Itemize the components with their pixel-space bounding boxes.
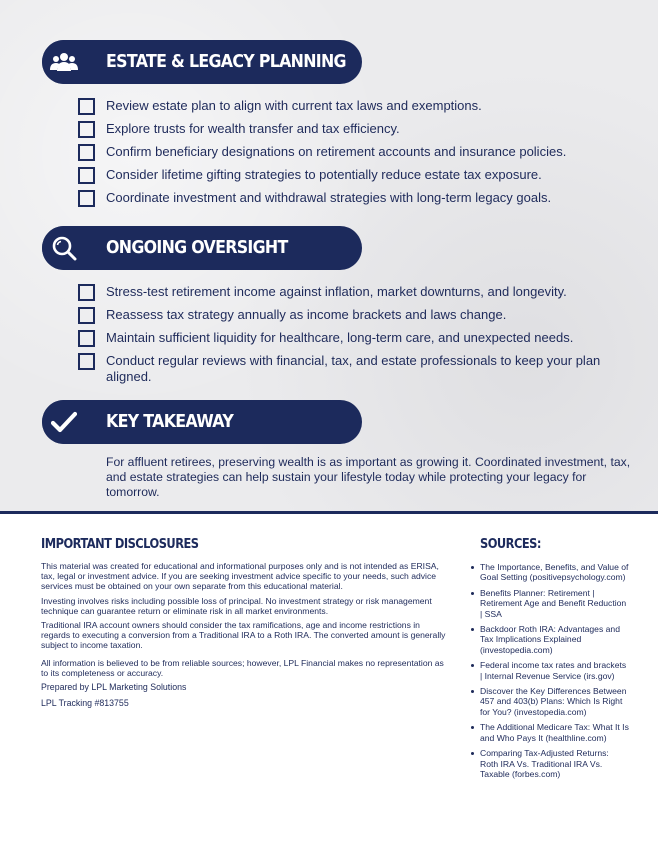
checklist-item-text: Consider lifetime gifting strategies to potentially reduce estate tax exposure. bbox=[106, 167, 542, 182]
source-item: The Importance, Benefits, and Value of Goal Setting (positivepsychology.com) bbox=[469, 562, 629, 583]
oversight-section-title: ONGOING OVERSIGHT bbox=[106, 237, 288, 258]
oversight-icon-badge bbox=[42, 226, 86, 270]
source-item: Backdoor Roth IRA: Advantages and Tax Implications Explained (investopedia.com) bbox=[469, 624, 629, 655]
checkbox[interactable] bbox=[78, 284, 95, 301]
checkbox[interactable] bbox=[78, 190, 95, 207]
tracking-number: LPL Tracking #813755 bbox=[41, 698, 129, 709]
source-item: Discover the Key Differences Between 457 and 403(b) Plans: Which Is Right for You? (investopedia.com) bbox=[469, 686, 629, 717]
estate-icon-badge bbox=[42, 40, 86, 84]
checkbox[interactable] bbox=[78, 307, 95, 324]
checkbox[interactable] bbox=[78, 330, 95, 347]
disclosure-paragraph: This material was created for educational and informational purposes only and is not intended as ERISA, tax, legal or investment advice. If you are seeking investment advice specific to your needs, such advice services must be obtained on your own separate from this educational material. bbox=[41, 561, 439, 592]
checklist-item bbox=[78, 284, 618, 301]
takeaway-text: For affluent retirees, preserving wealth is as important as growing it. Coordinated investment, tax, and estate strategies can help sustain your lifestyle today while protecting your legacy for tomorrow. bbox=[106, 455, 631, 499]
checklist-item bbox=[78, 98, 618, 115]
oversight-section-header bbox=[42, 226, 362, 270]
checkmark-icon bbox=[51, 411, 77, 433]
checklist-item bbox=[78, 307, 618, 324]
takeaway-icon-badge bbox=[42, 400, 86, 444]
people-icon bbox=[50, 51, 78, 73]
disclosure-paragraph: Traditional IRA account owners should consider the tax ramifications, age and income restrictions in regards to executing a conversion from a Traditional IRA to a Roth IRA. The converted amount is generally subject to income taxation. bbox=[41, 620, 446, 651]
oversight-checklist bbox=[78, 284, 618, 391]
takeaway-section-title: KEY TAKEAWAY bbox=[106, 411, 234, 432]
disclosures-title: IMPORTANT DISCLOSURES bbox=[41, 537, 199, 552]
sources-title: SOURCES: bbox=[480, 537, 541, 552]
checklist-item bbox=[78, 167, 618, 184]
checklist-item bbox=[78, 330, 618, 347]
checklist-item bbox=[78, 190, 618, 207]
checklist-item-text: Conduct regular reviews with financial, tax, and estate professionals to keep your plan aligned. bbox=[106, 353, 601, 384]
estate-section-title: ESTATE & LEGACY PLANNING bbox=[106, 51, 346, 72]
disclosures-body bbox=[41, 561, 446, 714]
checklist-item-text: Review estate plan to align with current tax laws and exemptions. bbox=[106, 98, 482, 113]
checklist-item bbox=[78, 353, 618, 385]
sources-list bbox=[469, 562, 629, 784]
checklist-item-text: Coordinate investment and withdrawal strategies with long-term legacy goals. bbox=[106, 190, 552, 205]
magnifier-icon bbox=[51, 235, 77, 261]
source-item: Comparing Tax-Adjusted Returns: Roth IRA Vs. Traditional IRA Vs. Taxable (forbes.com) bbox=[469, 748, 629, 779]
estate-checklist bbox=[78, 98, 618, 213]
checklist-item-text: Reassess tax strategy annually as income brackets and laws change. bbox=[106, 307, 507, 322]
checklist-item-text: Maintain sufficient liquidity for healthcare, long-term care, and unexpected needs. bbox=[106, 330, 574, 345]
checkbox[interactable] bbox=[78, 98, 95, 115]
checkbox[interactable] bbox=[78, 353, 95, 370]
estate-section-header bbox=[42, 40, 362, 84]
checkbox[interactable] bbox=[78, 144, 95, 161]
checkbox[interactable] bbox=[78, 167, 95, 184]
source-item: Benefits Planner: Retirement | Retirement Age and Benefit Reduction | SSA bbox=[469, 588, 629, 619]
source-item: The Additional Medicare Tax: What It Is and Who Pays It (healthline.com) bbox=[469, 722, 629, 743]
takeaway-section-header bbox=[42, 400, 362, 444]
prepared-by: Prepared by LPL Marketing Solutions bbox=[41, 682, 187, 693]
disclosure-paragraph: Investing involves risks including possible loss of principal. No investment strategy or risk management technique can guarantee return or eliminate risk in all market environments. bbox=[41, 595, 432, 616]
checkbox[interactable] bbox=[78, 121, 95, 138]
checklist-item-text: Confirm beneficiary designations on retirement accounts and insurance policies. bbox=[106, 144, 567, 159]
checklist-item-text: Explore trusts for wealth transfer and tax efficiency. bbox=[106, 121, 400, 136]
checklist-item bbox=[78, 121, 618, 138]
checklist-item bbox=[78, 144, 618, 161]
source-item: Federal income tax rates and brackets | Internal Revenue Service (irs.gov) bbox=[469, 660, 629, 681]
checklist-item-text: Stress-test retirement income against inflation, market downturns, and longevity. bbox=[106, 284, 567, 299]
disclosure-paragraph: All information is believed to be from reliable sources; however, LPL Financial makes no representation as to its completeness or accuracy. bbox=[41, 657, 444, 678]
